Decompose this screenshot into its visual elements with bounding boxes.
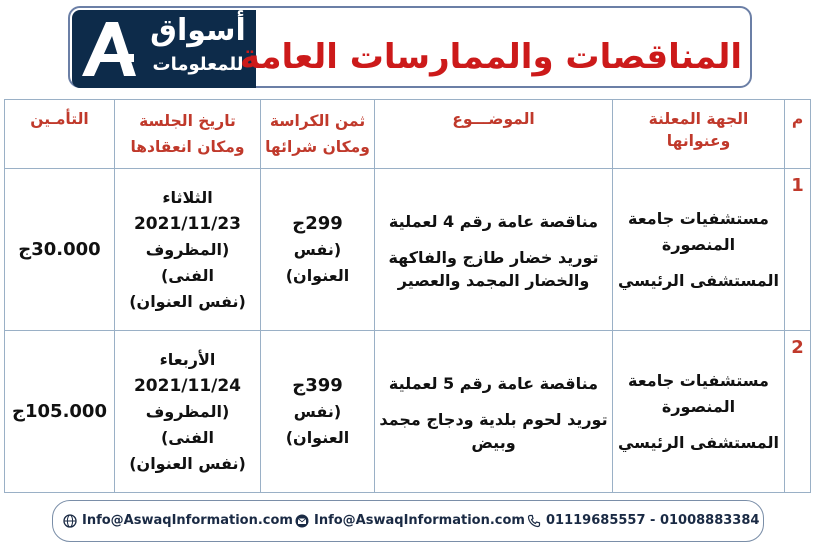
row-entity: [613, 331, 785, 493]
row-number: 1: [785, 169, 811, 331]
table-row: [5, 169, 811, 331]
footer-phones[interactable]: [527, 501, 759, 541]
entity-line: المنصورة: [661, 396, 736, 416]
globe-icon: [63, 514, 77, 528]
session-date: 2021/11/23: [133, 213, 242, 234]
session-envelope: (المظروف الفنى): [145, 401, 230, 447]
row-insurance: 30.000ج: [5, 169, 115, 331]
row-price: [261, 169, 375, 331]
row-number: 2: [785, 331, 811, 493]
price-value: 399ج: [292, 374, 343, 396]
subject-line: مناقصة عامة رقم 4 لعملية: [388, 211, 599, 231]
row-insurance: 105.000ج: [5, 331, 115, 493]
session-day: الثلاثاء: [162, 187, 213, 207]
header-session-line2: ومكان انعقادها: [130, 138, 245, 156]
row-subject: [375, 169, 613, 331]
logo-subtitle: للمعلومات: [152, 54, 244, 75]
footer-email[interactable]: [295, 501, 525, 541]
table-row: [5, 331, 811, 493]
email-text: Info@AswaqInformation.com: [314, 513, 525, 528]
subject-line: والخضار المجمد والعصير: [397, 270, 590, 290]
row-session: [115, 169, 261, 331]
header-price-line1: ثمن الكراسة: [269, 112, 366, 130]
contact-footer: [52, 500, 764, 542]
session-envelope: (المظروف الفنى): [145, 239, 230, 285]
header-entity: الجهة المعلنة وعنوانها: [613, 100, 785, 169]
session-day: الأربعاء: [159, 349, 216, 369]
header-num: م: [785, 100, 811, 169]
row-session: [115, 331, 261, 493]
logo: [72, 10, 256, 88]
header-price: [261, 100, 375, 169]
subject-line: توريد خضار طازج والفاكهة: [388, 247, 599, 267]
header-insurance: التأمـين: [5, 100, 115, 169]
phones-text: 01119685557 - 01008883384: [546, 513, 760, 528]
entity-line: المستشفى الرئيسي: [617, 270, 780, 290]
website-text: Info@AswaqInformation.com: [82, 513, 293, 528]
row-price: [261, 331, 375, 493]
entity-line: المستشفى الرئيسي: [617, 432, 780, 452]
table-header-row: [5, 100, 811, 169]
header-subject: الموضـــوع: [375, 100, 613, 169]
phone-icon: [527, 514, 541, 528]
header-price-line2: ومكان شرائها: [265, 138, 370, 156]
session-place: (نفس العنوان): [129, 291, 246, 311]
session-date: 2021/11/24: [133, 375, 242, 396]
tenders-table: [4, 99, 811, 493]
entity-line: مستشفيات جامعة: [628, 370, 769, 390]
header-session-line1: تاريخ الجلسة: [139, 112, 236, 130]
row-entity: [613, 169, 785, 331]
envelope-icon: [295, 514, 309, 528]
header-session: [115, 100, 261, 169]
entity-line: مستشفيات جامعة: [628, 208, 769, 228]
price-place: (نفس العنوان): [285, 239, 350, 285]
logo-mark-icon: [78, 16, 140, 80]
page-title: المناقصات والممارسات العامة: [239, 37, 742, 77]
subject-line: مناقصة عامة رقم 5 لعملية: [388, 373, 599, 393]
price-value: 299ج: [292, 212, 343, 234]
footer-website[interactable]: [63, 501, 293, 541]
subject-line: توريد لحوم بلدية ودجاج مجمد: [379, 409, 608, 429]
price-place: (نفس العنوان): [285, 401, 350, 447]
row-subject: [375, 331, 613, 493]
logo-name: أسواق: [150, 13, 246, 48]
entity-line: المنصورة: [661, 234, 736, 254]
session-place: (نفس العنوان): [129, 453, 246, 473]
subject-line: وبيض: [471, 432, 516, 452]
